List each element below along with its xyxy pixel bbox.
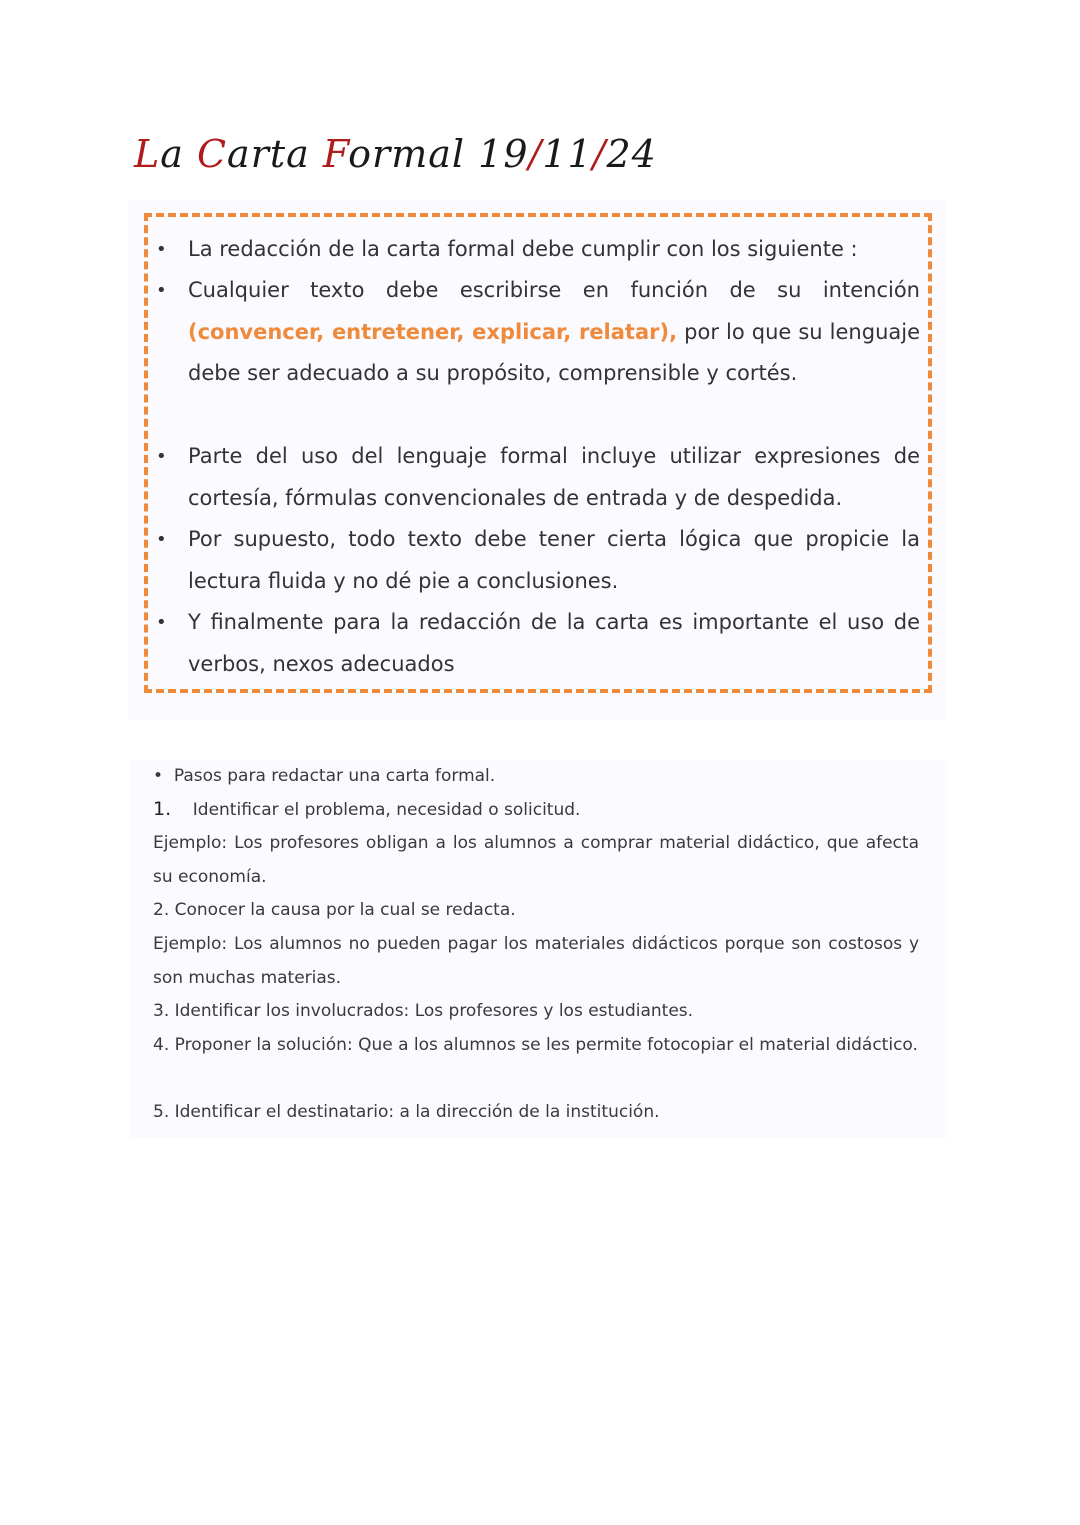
step-1-example: Ejemplo: Los profesores obligan a los alumnos a comprar material didáctico, que afecta su economía. [153,833,919,887]
bullet: • [156,239,167,260]
title-date-slash-2: / [592,132,607,176]
page-title [134,132,657,176]
bullet: • [156,446,167,467]
info-item-1: • La redacción de la carta formal debe cumplir con los siguiente : [188,229,920,271]
info-item-3: • Parte del uso del lenguaje formal incluye utilizar expresiones de cortesía, fórmulas convencionales de entrada y de despedida. [188,436,920,519]
title-word-la: a [160,132,197,176]
info-item-2 [156,270,920,395]
title-date-slash-1: / [528,132,543,176]
step-3: 3. Identificar los involucrados: Los profesores y los estudiantes. [153,1001,694,1021]
info-item-5: • Y finalmente para la redacción de la carta es importante el uso de verbos, nexos adecuados [188,602,920,685]
title-date-month: 11 [542,132,593,176]
title-initial-f: F [322,132,349,176]
info-item-2-text-start: Cualquier texto debe escribirse en función de su intención [188,278,920,302]
step-1-number: 1. [153,798,172,820]
bullet: • [153,766,164,786]
bullet: • [156,612,167,633]
step-2: 2. Conocer la causa por la cual se redacta. [153,900,516,920]
step-2-example: Ejemplo: Los alumnos no pueden pagar los materiales didácticos porque son costosos y son muchas materias. [153,934,919,988]
info-item-2-text-end: por lo que su lenguaje debe ser adecuado a su propósito, comprensible y cortés. [188,319,920,385]
intention-list-highlight: (convencer, entretener, explicar, relatar), [188,319,678,344]
title-word-carta: arta [227,132,323,176]
title-date-day: 19 [478,132,529,176]
info-item-4: • Por supuesto, todo texto debe tener cierta lógica que propicie la lectura fluida y no dé pie a conclusiones. [188,519,920,602]
step-4: 4. Proponer la solución: Que a los alumnos se les permite fotocopiar el material didáctico. [153,1035,918,1055]
bullet: • [156,529,167,550]
bullet: • [156,280,167,301]
title-word-formal: ormal [348,132,479,176]
title-date-year: 24 [606,132,657,176]
title-initial-c: C [196,132,228,176]
dashed-info-box [144,213,932,693]
title-initial-l: L [134,132,161,176]
step-5: 5. Identificar el destinatario: a la dirección de la institución. [153,1102,660,1122]
steps-header: • Pasos para redactar una carta formal. [153,766,496,786]
step-1: 1. Identificar el problema, necesidad o solicitud. [153,798,581,820]
